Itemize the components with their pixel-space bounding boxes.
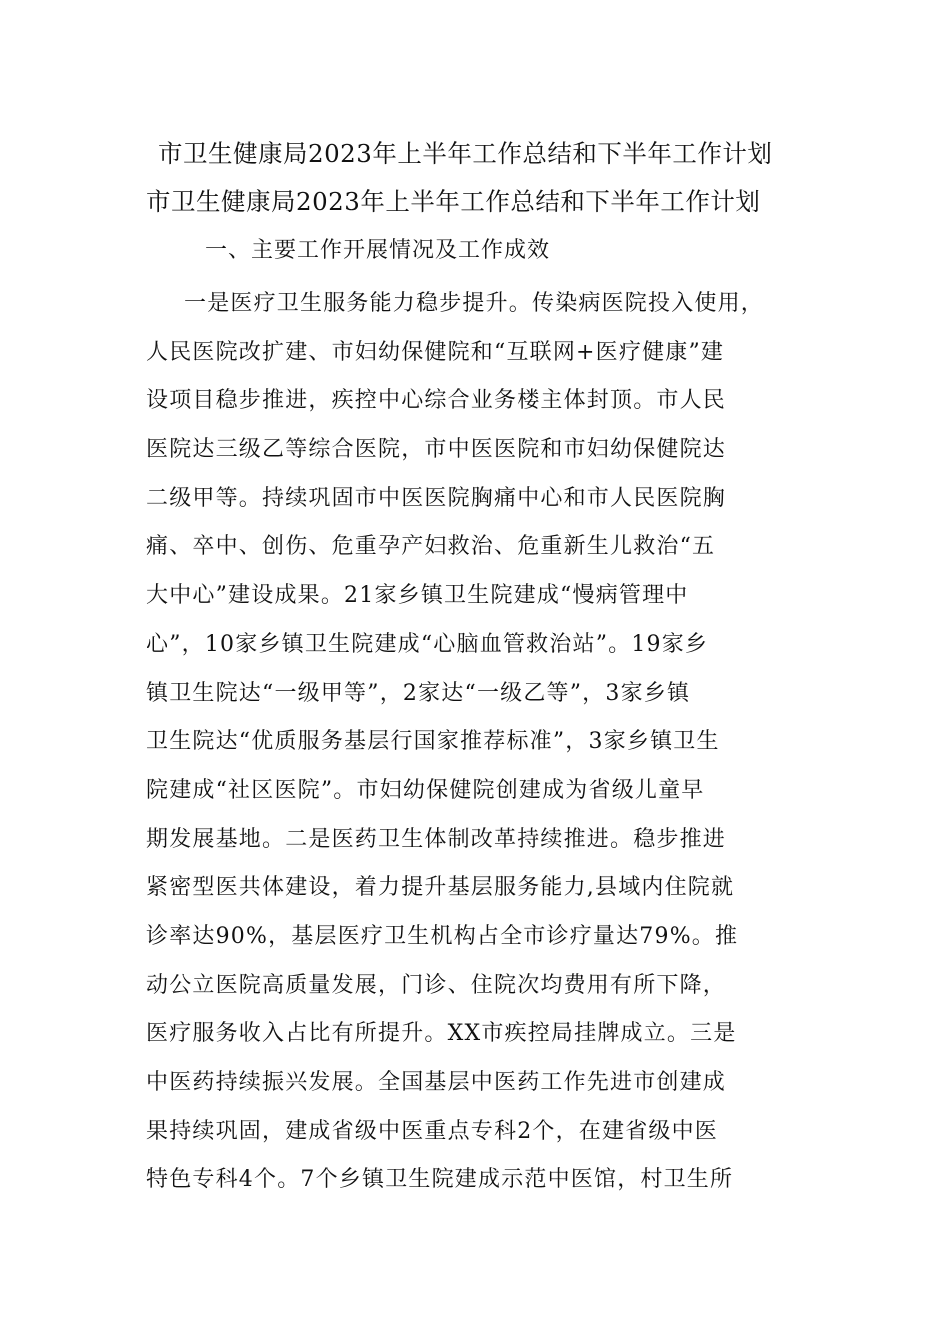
paragraph-line: 医院达三级乙等综合医院，市中医医院和市妇幼保健院达 bbox=[146, 437, 727, 463]
paragraph-line: 设项目稳步推进，疾控中心综合业务楼主体封顶。市人民 bbox=[146, 388, 727, 414]
document-title: 市卫生健康局2023年上半年工作总结和下半年工作计划 bbox=[158, 139, 773, 168]
paragraph-line: 中医药持续振兴发展。全国基层中医药工作先进市创建成 bbox=[146, 1070, 727, 1095]
paragraph-line: 二级甲等。持续巩固市中医医院胸痛中心和市人民医院胸 bbox=[146, 485, 727, 511]
paragraph-line: 特色专科4个。7个乡镇卫生院建成示范中医馆，村卫生所 bbox=[146, 1167, 734, 1193]
document-title-repeat: 市卫生健康局2023年上半年工作总结和下半年工作计划 bbox=[146, 187, 761, 216]
paragraph-line: 果持续巩固，建成省级中医重点专科2个，在建省级中医 bbox=[146, 1118, 718, 1144]
paragraph-line: 人民医院改扩建、市妇幼保健院和“互联网+医疗健康”建 bbox=[146, 339, 725, 365]
paragraph-line: 一是医疗卫生服务能力稳步提升。传染病医院投入使用， bbox=[184, 291, 765, 316]
paragraph-line: 院建成“社区医院”。市妇幼保健院创建成为省级儿童早 bbox=[146, 777, 705, 803]
paragraph-line: 期发展基地。二是医药卫生体制改革持续推进。稳步推进 bbox=[146, 826, 727, 852]
paragraph-line: 镇卫生院达“一级甲等”，2家达“一级乙等”，3家乡镇 bbox=[146, 680, 691, 706]
paragraph-line: 痛、卒中、创伤、危重孕产妇救治、危重新生儿救治“五 bbox=[146, 534, 716, 560]
paragraph-line: 动公立医院高质量发展，门诊、住院次均费用有所下降， bbox=[146, 972, 727, 998]
paragraph-line: 卫生院达“优质服务基层行国家推荐标准”，3家乡镇卫生 bbox=[146, 729, 720, 755]
paragraph-line: 紧密型医共体建设，着力提升基层服务能力,县域内住院就 bbox=[146, 875, 735, 901]
paragraph-line: 医疗服务收入占比有所提升。XX市疾控局挂牌成立。三是 bbox=[146, 1021, 737, 1047]
paragraph-line: 大中心”建设成果。21家乡镇卫生院建成“慢病管理中 bbox=[146, 583, 689, 609]
paragraph-line: 诊率达90%，基层医疗卫生机构占全市诊疗量达79%。推 bbox=[146, 923, 739, 949]
paragraph-line: 心”，10家乡镇卫生院建成“心脑血管救治站”。19家乡 bbox=[146, 631, 709, 657]
section-heading: 一、主要工作开展情况及工作成效 bbox=[205, 238, 551, 263]
body-paragraph bbox=[146, 280, 826, 1205]
